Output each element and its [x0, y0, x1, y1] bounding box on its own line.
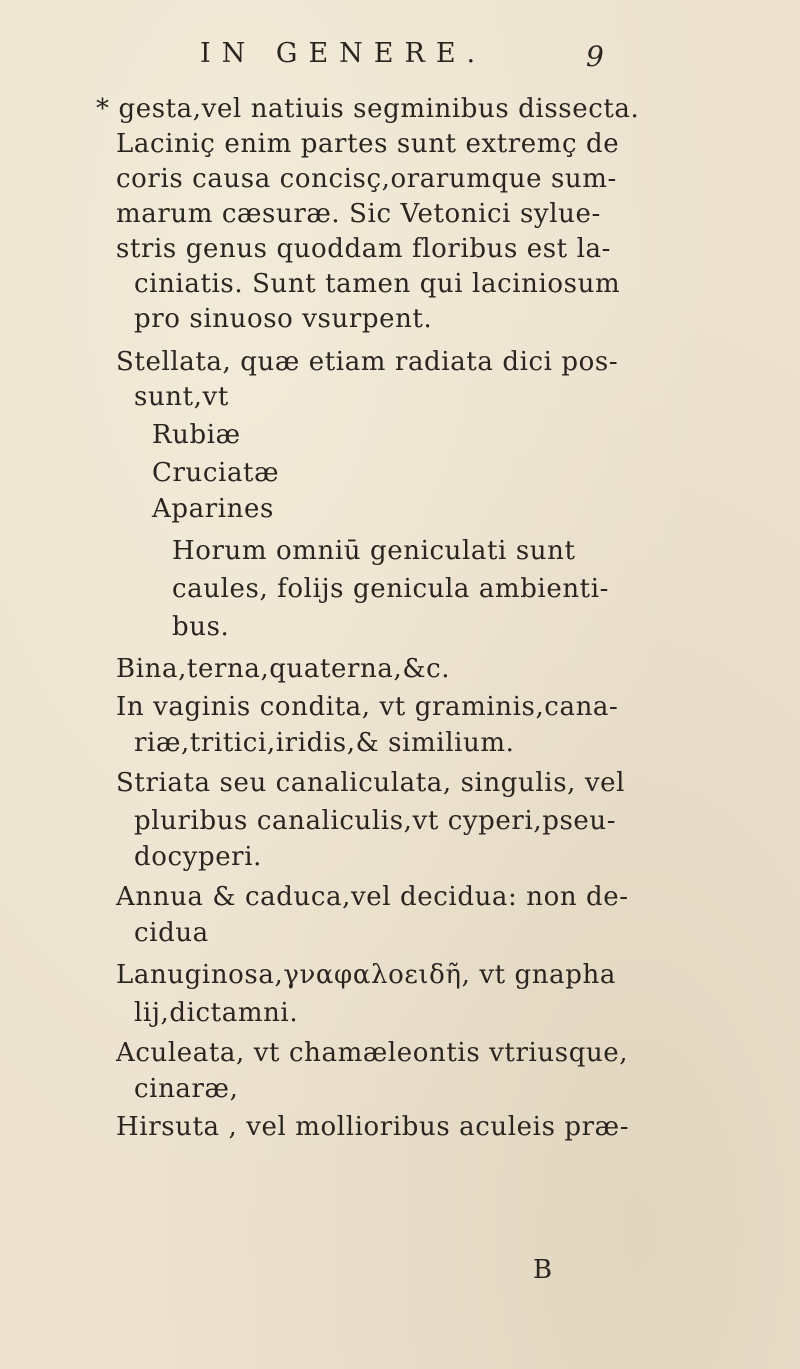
text-line-21: docyperi. — [134, 842, 262, 872]
text-line-5: stris genus quoddam floribus est la- — [116, 234, 611, 264]
text-line-26: Aculeata, vt chamæleontis vtriusque, — [116, 1038, 629, 1068]
text-line-27: cinaræ, — [134, 1074, 239, 1104]
text-line-14: caules, folijs genicula ambienti- — [172, 574, 610, 604]
text-line-23: cidua — [134, 918, 209, 948]
text-line-22: Annua & caduca,vel decidua: non de- — [116, 882, 629, 912]
text-line-7: pro sinuoso vsurpent. — [134, 304, 433, 334]
text-line-15: bus. — [172, 612, 230, 642]
text-line-28: Hirsuta , vel mollioribus aculeis præ- — [116, 1112, 630, 1142]
text-line-6: ciniatis. Sunt tamen qui laciniosum — [134, 269, 621, 299]
text-line-10: Rubiæ — [152, 420, 241, 450]
text-line-3: coris causa concisç,orarumque sum- — [116, 164, 617, 194]
text-line-2: Laciniç enim partes sunt extremç de — [116, 129, 620, 159]
text-line-20: pluribus canaliculis,vt cyperi,pseu- — [134, 806, 617, 836]
page-number: 9 — [586, 40, 604, 73]
signature-mark: B — [533, 1255, 553, 1285]
running-head: IN GENERE. — [200, 38, 487, 69]
text-line-13: Horum omniū geniculati sunt — [172, 536, 576, 566]
text-line-8: Stellata, quæ etiam radiata dici pos- — [116, 347, 619, 377]
text-line-1: * gesta,vel natiuis segminibus dissecta. — [96, 94, 640, 124]
text-line-25: lij,dictamni. — [134, 998, 299, 1028]
text-line-19: Striata seu canaliculata, singulis, vel — [116, 768, 626, 798]
text-line-11: Cruciatæ — [152, 458, 280, 488]
text-line-16: Bina,terna,quaterna,&c. — [116, 654, 451, 684]
text-line-4: marum cæsuræ. Sic Vetonici sylue- — [116, 199, 601, 229]
text-line-18: riæ,tritici,iridis,& similium. — [134, 728, 515, 758]
text-line-9: sunt,vt — [134, 382, 229, 412]
text-line-17: In vaginis condita, vt graminis,cana- — [116, 692, 619, 722]
text-line-24: Lanuginosa,γναφαλοειδῆ, vt gnapha — [116, 960, 616, 990]
text-line-12: Aparines — [152, 494, 274, 524]
